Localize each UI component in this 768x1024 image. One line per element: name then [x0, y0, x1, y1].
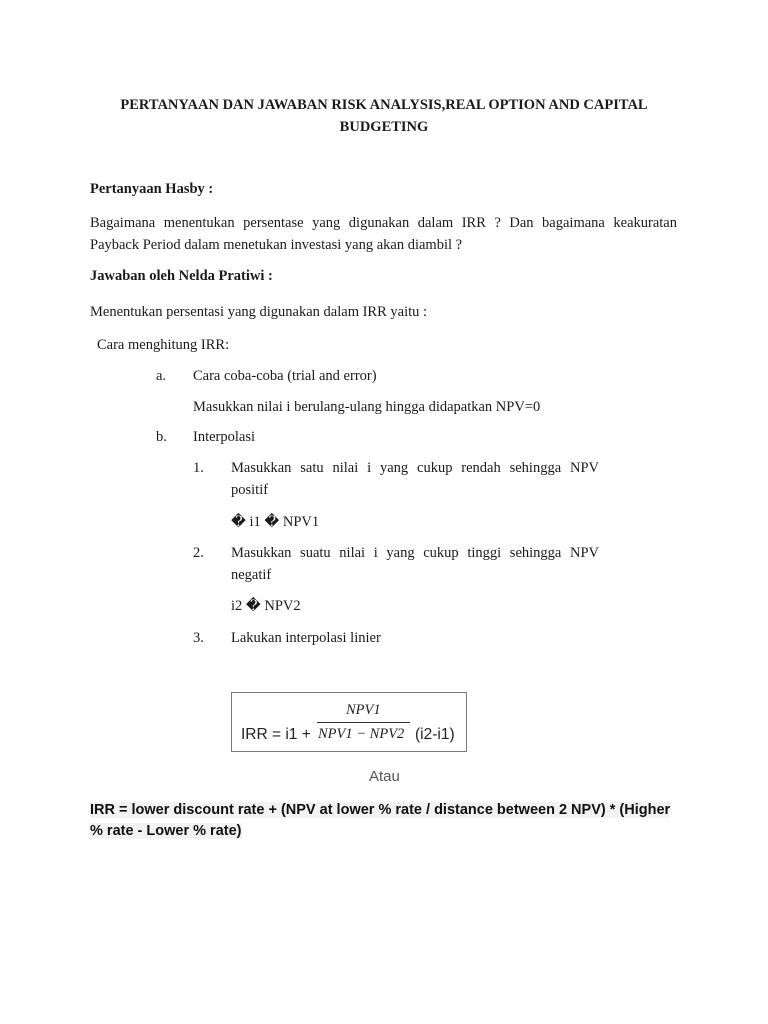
method-heading: Cara menghitung IRR: — [97, 337, 230, 353]
step-2-note: i2 � NPV2 — [231, 598, 301, 614]
item-b-label: Interpolasi — [193, 429, 256, 445]
step-3-marker: 3. — [193, 630, 204, 646]
step-1-line-1: Masukkan satu nilai i yang cukup rendah sehingga NPV — [231, 460, 599, 476]
step-1-note: � i1 � NPV1 — [231, 514, 320, 530]
irr-formula-box — [231, 692, 467, 752]
step-2-line-2: negatif — [231, 567, 272, 583]
question-line-1: Bagaimana menentukan persentase yang digunakan dalam IRR ? Dan bagaimana keakuratan — [90, 215, 677, 231]
item-a-marker: a. — [156, 368, 167, 384]
formula-denominator: NPV1 − NPV2 — [318, 726, 405, 742]
step-2-line-1: Masukkan suatu nilai i yang cukup tinggi sehingga NPV — [231, 545, 599, 561]
formula-numerator: NPV1 — [346, 702, 381, 718]
answer-heading: Jawaban oleh Nelda Pratiwi : — [90, 268, 273, 284]
item-a-detail: Masukkan nilai i berulang-ulang hingga didapatkan NPV=0 — [193, 399, 541, 415]
answer-intro: Menentukan persentasi yang digunakan dalam IRR yaitu : — [90, 304, 428, 320]
irr-text-line-2-text: % rate - Lower % rate) — [90, 823, 242, 839]
formula-lhs: IRR = i1 + — [241, 726, 311, 743]
formula-fraction-line — [317, 722, 410, 723]
title-line-2: BUDGETING — [339, 119, 429, 135]
document-title — [100, 94, 668, 138]
formula-suffix: (i2-i1) — [415, 726, 455, 743]
step-1-line-2: positif — [231, 482, 269, 498]
item-a-label: Cara coba-coba (trial and error) — [193, 368, 377, 384]
irr-text-line-1 — [90, 800, 690, 821]
step-3-line-1: Lakukan interpolasi linier — [231, 630, 381, 646]
question-line-2: Payback Period dalam menetukan investasi yang akan diambil ? — [90, 237, 463, 253]
question-heading: Pertanyaan Hasby : — [90, 181, 214, 197]
step-2-marker: 2. — [193, 545, 204, 561]
atau-label: Atau — [369, 768, 400, 785]
title-line-1: PERTANYAAN DAN JAWABAN RISK ANALYSIS,REAL OPTION AND CAPITAL — [120, 97, 648, 113]
item-b-marker: b. — [156, 429, 167, 445]
step-1-marker: 1. — [193, 460, 204, 476]
irr-text-line-2 — [90, 821, 690, 842]
irr-text-line-1-text: IRR = lower discount rate + (NPV at lower % rate / distance between 2 NPV) * (Higher — [90, 802, 671, 818]
